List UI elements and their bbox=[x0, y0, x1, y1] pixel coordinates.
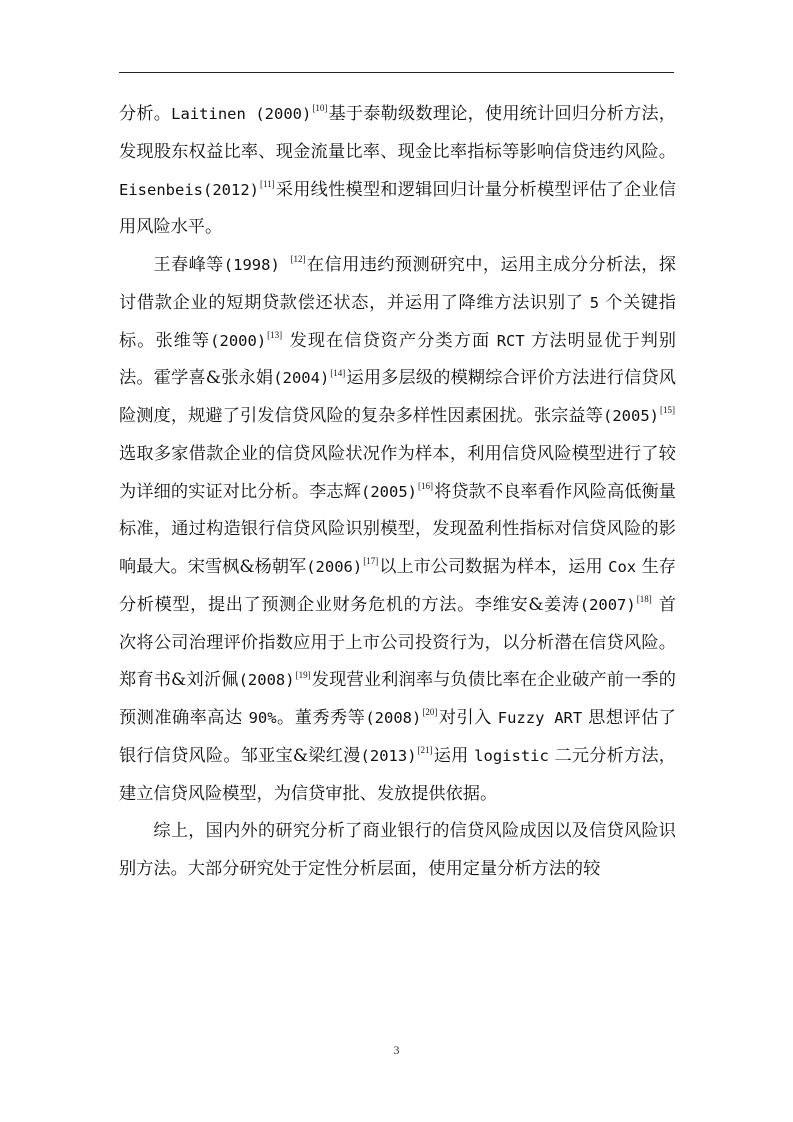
text-run: 个关键指标。张维等 bbox=[119, 292, 676, 351]
text-run: RCT bbox=[496, 331, 525, 350]
text-run: (2005) bbox=[361, 482, 417, 501]
citation-marker: [19] bbox=[295, 669, 311, 680]
text-run: 运用多层级的模糊综合评价方法进行信贷风险测度，规避了引发信贷风险的复杂多样性因素困扰。张宗益等 bbox=[119, 368, 676, 426]
text-run: 首次将公司治理评价指数应用于上市公司投资行为，以分析潜在信贷风险。郑育书&刘沂佩 bbox=[119, 594, 676, 691]
text-run: (1998) bbox=[223, 256, 290, 274]
text-run: 综上，国内外的研究分析了商业银行的信贷风险成因以及信贷风险识别方法。大部分研究处于定性分析层面，使用定量分析方法的较 bbox=[119, 821, 676, 879]
text-run: 在信用违约预测研究中，运用主成分分析法，探讨借款企业的短期贷款偿还状态，并运用了降维方法识别了 bbox=[119, 255, 676, 313]
text-run: (2006) bbox=[306, 558, 363, 576]
text-run: 分析。 bbox=[119, 104, 172, 124]
text-run: 采用线性模型和逻辑回归计量分析模型评估了企业信用风险水平。 bbox=[119, 179, 676, 238]
text-run: 发现营业利润率与负债比率在企业破产前一季的预测准确率高达 bbox=[119, 670, 676, 728]
text-run: 5 bbox=[589, 293, 600, 312]
citation-marker: [15] bbox=[660, 405, 675, 416]
text-run: 对引入 bbox=[438, 708, 498, 728]
text-run: (2000) bbox=[210, 331, 267, 350]
paragraph-2 bbox=[119, 247, 676, 813]
paragraph-1 bbox=[119, 96, 676, 247]
text-run: Eisenbeis(2012) bbox=[119, 180, 259, 199]
citation-marker: [16] bbox=[418, 480, 433, 491]
text-run: (2013) bbox=[360, 746, 417, 765]
text-run: 二元分析方法，建立信贷风险模型，为信贷审批、发放提供依据。 bbox=[119, 745, 676, 804]
text-run: (2008) bbox=[365, 709, 422, 727]
text-run: 90% bbox=[248, 709, 277, 727]
text-run: 将贷款不良率看作风险高低衡量标准，通过构造银行信贷风险识别模型，发现盈利性指标对信贷风险的影响最大。宋雪枫&杨朝军 bbox=[119, 481, 676, 577]
page-number: 3 bbox=[393, 1043, 400, 1057]
citation-marker: [13] bbox=[267, 329, 283, 340]
text-run: 。董秀秀等 bbox=[276, 708, 366, 728]
text-run: (2008) bbox=[238, 671, 295, 690]
citation-marker: [14] bbox=[330, 367, 346, 378]
citation-marker: [20] bbox=[422, 707, 438, 718]
text-run: (2007) bbox=[579, 595, 636, 614]
text-run: 生存分析模型，提出了预测企业财务危机的方法。李维安&姜涛 bbox=[119, 557, 676, 615]
text-run: 方法明显优于判别法。霍学喜&张永娟 bbox=[119, 330, 676, 389]
text-run: (2005) bbox=[603, 407, 659, 425]
text-run: 发现在信贷资产分类方面 bbox=[283, 330, 497, 351]
text-run: 王春峰等 bbox=[153, 255, 224, 275]
text-run: logistic bbox=[474, 746, 549, 765]
text-run: 以上市公司数据为样本，运用 bbox=[379, 557, 609, 577]
header-rule bbox=[119, 72, 674, 73]
citation-marker: [12] bbox=[290, 254, 306, 265]
text-run: 基于泰勒级数理论，使用统计回归分析方法，发现股东权益比率、现金流量比率、现金比率指标等影响信贷违约风险。 bbox=[119, 104, 676, 162]
citation-marker: [10] bbox=[312, 103, 328, 114]
citation-marker: [21] bbox=[417, 745, 433, 756]
paragraph-3 bbox=[119, 813, 676, 889]
body-text bbox=[119, 96, 676, 889]
citation-marker: [11] bbox=[259, 178, 275, 189]
citation-marker: [17] bbox=[363, 556, 379, 567]
text-run: 选取多家借款企业的信贷风险状况作为样本，利用信贷风险模型进行了较为详细的实证对比分析。李志辉 bbox=[119, 443, 676, 502]
text-run: Fuzzy ART bbox=[497, 709, 583, 727]
citation-marker: [18] bbox=[636, 594, 652, 605]
text-run: 思想评估了银行信贷风险。邹亚宝&梁红漫 bbox=[119, 708, 676, 766]
text-run: Laitinen (2000) bbox=[171, 105, 312, 123]
text-run: (2004) bbox=[273, 369, 330, 388]
text-run: Cox bbox=[608, 558, 637, 576]
text-run: 运用 bbox=[433, 745, 475, 766]
